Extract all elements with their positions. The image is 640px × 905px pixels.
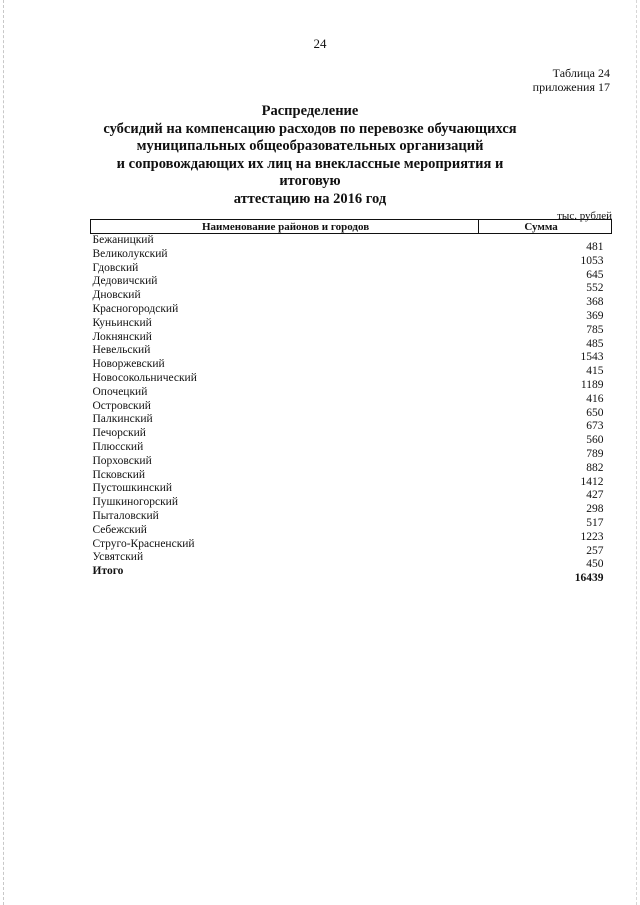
- district-name: Островский: [92, 399, 151, 412]
- title-line-2: субсидий на компенсацию расходов по перевозке обучающихся: [103, 120, 517, 137]
- district-sum: 298: [586, 503, 604, 516]
- district-name: Усвятский: [92, 551, 144, 564]
- district-name: Печорский: [92, 427, 146, 440]
- district-name: Гдовский: [92, 261, 139, 274]
- district-name: Опочецкий: [92, 385, 148, 398]
- district-sum: 560: [586, 434, 604, 447]
- district-name: Бежаницкий: [92, 234, 154, 246]
- district-sum: 882: [586, 461, 604, 474]
- district-name: Красногородский: [92, 302, 179, 315]
- header-name: Наименование районов и городов: [91, 220, 479, 234]
- district-name: Куньинский: [92, 316, 152, 329]
- document-title: [90, 103, 530, 208]
- units-label: тыс. рублей: [557, 210, 612, 222]
- district-name: Пыталовский: [92, 509, 159, 522]
- district-sum: 650: [586, 406, 604, 419]
- district-sum: 673: [586, 420, 604, 433]
- district-sum: 789: [586, 447, 604, 460]
- district-sum: 427: [586, 489, 604, 502]
- district-sum: 785: [586, 323, 604, 336]
- district-sum: 517: [586, 516, 604, 529]
- district-sum: 415: [586, 365, 604, 378]
- district-sum: 552: [586, 282, 604, 295]
- table-ref-line-2: приложения 17: [532, 80, 610, 94]
- title-line-1: Распределение: [261, 103, 359, 119]
- district-name: Великолукский: [92, 247, 168, 260]
- subsidy-table: [90, 219, 612, 585]
- district-sum: 369: [586, 309, 604, 322]
- district-name: Локнянский: [92, 330, 152, 343]
- district-name: Пустошкинский: [92, 482, 173, 495]
- district-sum: 645: [586, 268, 604, 281]
- district-sum: 368: [586, 296, 604, 309]
- table-reference: [533, 66, 610, 94]
- page-number: 24: [313, 36, 327, 51]
- title-line-5: аттестацию на 2016 год: [233, 190, 387, 207]
- district-sum: 481: [586, 241, 604, 253]
- district-name: Дновский: [92, 289, 141, 302]
- title-line-4: и сопровождающих их лиц на внеклассные мероприятия и итоговую: [116, 155, 504, 189]
- district-name: Псковский: [92, 468, 146, 481]
- table-row: [91, 234, 612, 248]
- district-name: Плюсский: [92, 440, 144, 453]
- page-edge-left: [3, 0, 4, 905]
- title-line-3: муниципальных общеобразовательных организаций: [136, 138, 484, 154]
- district-name: Порховский: [92, 454, 152, 467]
- table-header-row: [91, 220, 612, 234]
- district-name: Себежский: [92, 523, 147, 536]
- district-sum: 1412: [580, 475, 604, 488]
- total-sum: 16439: [574, 572, 604, 585]
- district-name: Невельский: [92, 344, 151, 357]
- district-name: Новосокольнический: [92, 371, 197, 384]
- page-edge-right: [636, 0, 637, 905]
- district-sum: 257: [586, 544, 604, 557]
- district-name: Дедовичский: [92, 275, 158, 288]
- district-name: Палкинский: [92, 413, 153, 426]
- header-sum: Сумма: [479, 220, 612, 234]
- table-body: [91, 234, 612, 585]
- district-sum: 1223: [580, 530, 604, 543]
- district-sum: 450: [586, 558, 604, 571]
- district-sum: 416: [586, 392, 604, 405]
- table-ref-line-1: Таблица 24: [552, 66, 610, 80]
- district-name: Струго-Красненский: [92, 537, 195, 550]
- district-sum: 1053: [580, 254, 604, 267]
- total-label: Итого: [92, 565, 124, 578]
- district-name: Пушкиногорский: [92, 496, 178, 509]
- district-name: Новоржевский: [92, 358, 165, 371]
- district-sum: 1189: [580, 378, 604, 391]
- district-sum: 485: [586, 337, 604, 350]
- district-sum: 1543: [580, 351, 604, 364]
